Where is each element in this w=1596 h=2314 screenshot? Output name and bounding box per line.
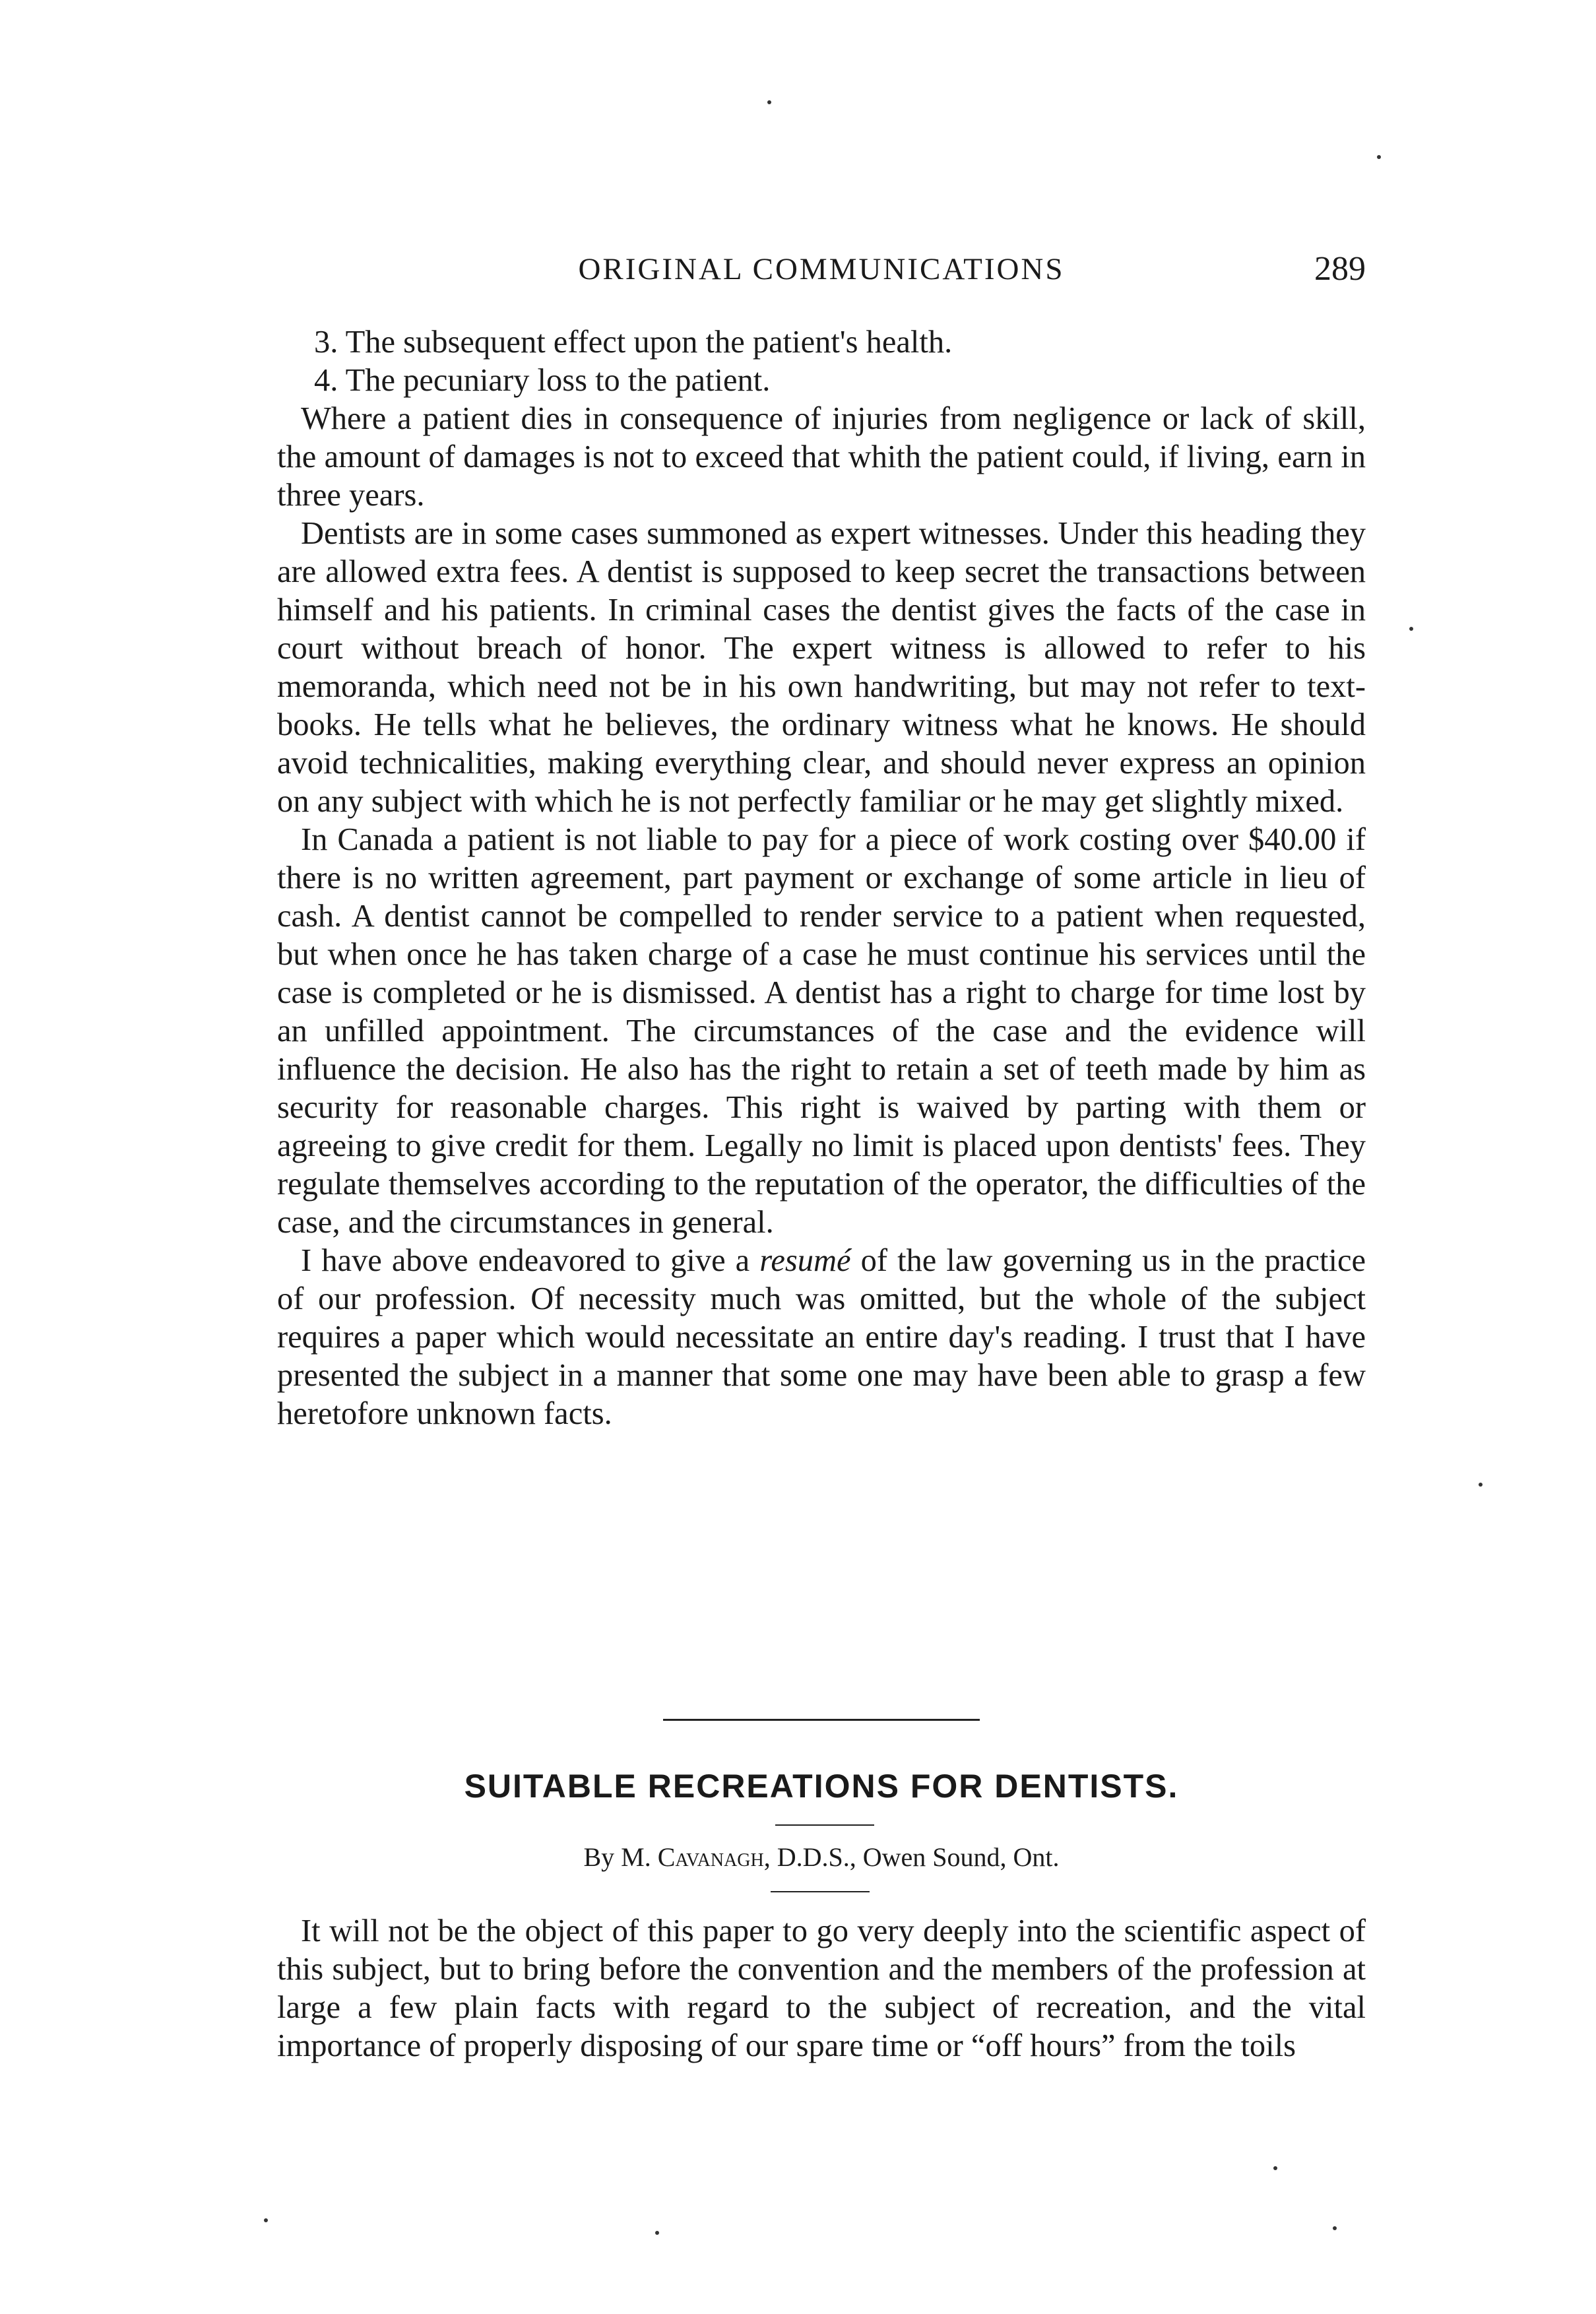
print-speck <box>1479 1483 1483 1487</box>
paragraph-damages: Where a patient dies in consequence of injuries from negligence or lack of skill, the amount of damages is not to exceed that whith the patient could, if living, earn in three years. <box>277 401 1366 513</box>
body-text <box>277 323 1366 1433</box>
print-speck <box>1377 155 1381 159</box>
print-speck <box>655 2231 659 2235</box>
running-head <box>277 249 1366 289</box>
byline-suffix: , D.D.S., Owen Sound, Ont. <box>763 1842 1060 1872</box>
print-speck <box>264 2218 268 2222</box>
title-underline <box>775 1824 874 1826</box>
byline-prefix: By M. <box>583 1842 658 1872</box>
list-item-3: 3. The subsequent effect upon the patient's health. <box>314 325 953 360</box>
byline-underline <box>771 1891 870 1892</box>
conclusion-text-end: of the law governing us in the practice of our profession. Of necessity much was omitted, but the whole of the subject requires a paper which would necessitate an entire day's reading. I trust that I have presented the subject in a manner that some one may have been able to grasp a few heretofore unknown facts. <box>277 1243 1366 1431</box>
print-speck <box>1333 2226 1337 2230</box>
article-title: SUITABLE RECREATIONS FOR DENTISTS. <box>464 1768 1179 1805</box>
section-divider <box>663 1719 980 1721</box>
paragraph-conclusion <box>277 1242 1366 1433</box>
print-speck <box>767 100 771 104</box>
list-item-4: 4. The pecuniary loss to the patient. <box>314 363 771 398</box>
conclusion-text-start: I have above endeavored to give a <box>301 1243 760 1278</box>
paragraph-canada-law: In Canada a patient is not liable to pay for a piece of work costing over $40.00 if there is no written agreement, part payment or exchange of some article in lieu of cash. A dentist cannot be compelled to render service to a patient when requested, but when once he has taken charge of a case he must continue his services until the case is completed or he is dismissed. A dentist has a right to charge for time lost by an unfilled appointment. The circumstances of the case and the evidence will influence the decision. He also has the right to retain a set of teeth made by him as security for reasonable charges. This right is waived by parting with them or agreeing to give credit for them. Legally no limit is placed upon dentists' fees. They regulate themselves according to the reputation of the operator, the difficulties of the case, and the circumstances in general. <box>277 822 1366 1240</box>
page-number: 289 <box>1314 250 1366 288</box>
print-speck <box>1273 2166 1277 2170</box>
article-body <box>277 1912 1366 2065</box>
running-title: ORIGINAL COMMUNICATIONS <box>578 252 1065 286</box>
article-opening-paragraph: It will not be the object of this paper to go very deeply into the scientific aspect of this subject, but to bring before the convention and the members of the profession at large a few plain facts with regard to the subject of recreation, and the vital importance of properly disposing of our spare time or “off hours” from the toils <box>277 1913 1366 2063</box>
author-name: Cavanagh <box>657 1842 764 1872</box>
print-speck <box>1409 627 1413 631</box>
resume-italic: resumé <box>759 1243 851 1278</box>
paragraph-expert-witnesses: Dentists are in some cases summoned as expert witnesses. Under this heading they are allowed extra fees. A dentist is supposed to keep secret the transactions between himself and his patients. In criminal cases the dentist gives the facts of the case in court without breach of honor. The expert witness is allowed to refer to his memoranda, which need not be in his own handwriting, but may not refer to text-books. He tells what he believes, the ordinary witness what he knows. He should avoid technicalities, making everything clear, and should never express an opinion on any subject with which he is not perfectly familiar or he may get slightly mixed. <box>277 516 1366 819</box>
byline <box>277 1841 1366 1874</box>
